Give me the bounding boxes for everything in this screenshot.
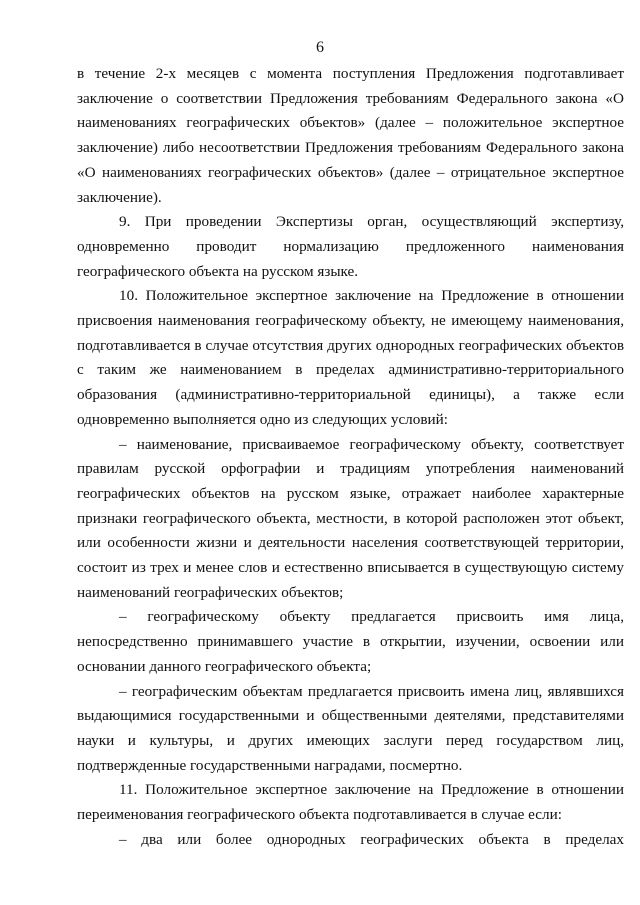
bullet-homogeneous-objects: – два или более однородных географических объекта в пределах [119, 830, 624, 848]
paragraph-expert-conclusion-continuation: в течение 2-х месяцев с момента поступления Предложения подготавливает заключение о соответствии Предложения требованиям Федерального закона «О наименованиях географических объектов» (далее – положительное экспертное заключение) либо несоответствии Предложения требованиям Федерального закона «О наименованиях географических объектов» (далее – отрицательное экспертное заключение). [77, 65, 624, 206]
bullet-person-name: – географическому объекту предлагается присвоить имя лица, непосредственно принимавшего участие в открытии, изучении, освоении или основании данного географического объекта; [77, 608, 624, 675]
document-body [77, 62, 624, 853]
bullet-name-conditions: – наименование, присваиваемое географическому объекту, соответствует правилам русской орфографии и традициям употребления наименований географических объектов на русском языке, отражает наиболее характерные признаки географического объекта, местности, в которой расположен этот объект, или особенности жизни и деятельности населения соответствующей территории, состоит из трех и менее слов и естественно вписывается в существующую систему наименований географических объектов; [77, 435, 624, 601]
paragraph-item-9: 9. При проведении Экспертизы орган, осуществляющий экспертизу, одновременно проводит нормализацию предложенного наименования географического объекта на русском языке. [77, 213, 624, 280]
paragraph-item-10: 10. Положительное экспертное заключение на Предложение в отношении присвоения наименования географическому объекту, не имеющему наименования, подготавливается в случае отсутствия других однородных географических объектов с таким же наименованием в пределах административно-территориального образования (административно-территориальной единицы), а также если одновременно выполняется одно из следующих условий: [77, 287, 624, 428]
paragraph-item-11: 11. Положительное экспертное заключение на Предложение в отношении переименования географического объекта подготавливается в случае если: [77, 781, 624, 824]
page-number: 6 [316, 39, 324, 56]
bullet-notable-persons: – географическим объектам предлагается присвоить имена лиц, являвшихся выдающимися государственными и общественными деятелями, представителями науки и культуры, и других имеющих заслуги перед государством лиц, подтвержденные государственными наградами, посмертно. [77, 682, 624, 774]
